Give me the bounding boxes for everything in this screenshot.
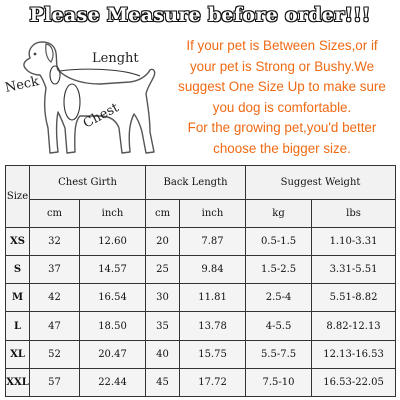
size-cell: S [6, 256, 30, 284]
chest-label: Chest [80, 100, 122, 132]
table-cell: 40 [146, 340, 180, 368]
table-cell: 22.44 [80, 368, 146, 396]
length-measure-line [60, 69, 140, 76]
size-cell: XL [6, 340, 30, 368]
unit-header: lbs [312, 200, 396, 228]
table-cell: 32 [30, 228, 80, 256]
unit-header: inch [180, 200, 246, 228]
table-cell: 18.50 [80, 312, 146, 340]
advice-line: your pet is Strong or Bushy.We [189, 58, 375, 74]
table-cell: 12.13-16.53 [312, 340, 396, 368]
length-label: Lenght [92, 51, 139, 66]
table-cell: 35 [146, 312, 180, 340]
unit-header: cm [146, 200, 180, 228]
size-column-header: Size [6, 166, 30, 228]
size-cell: XS [6, 228, 30, 256]
table-cell: 20.47 [80, 340, 146, 368]
sizing-advice [168, 36, 396, 159]
table-cell: 14.57 [80, 256, 146, 284]
table-row [6, 340, 396, 368]
table-cell: 3.31-5.51 [312, 256, 396, 284]
table-cell: 2.5-4 [246, 284, 312, 312]
unit-header: kg [246, 200, 312, 228]
table-cell: 16.53-22.05 [312, 368, 396, 396]
dog-measure-diagram [0, 28, 175, 163]
table-cell: 0.5-1.5 [246, 228, 312, 256]
table-row [6, 284, 396, 312]
table-cell: 17.72 [180, 368, 246, 396]
table-row [6, 256, 396, 284]
table-row [6, 368, 396, 396]
table-cell: 12.60 [80, 228, 146, 256]
table-cell: 1.5-2.5 [246, 256, 312, 284]
table-cell: 25 [146, 256, 180, 284]
table-row [6, 228, 396, 256]
table-cell: 52 [30, 340, 80, 368]
unit-header: cm [30, 200, 80, 228]
size-cell: M [6, 284, 30, 312]
advice-line: you dog is comfortable. [212, 99, 352, 115]
advice-line: For the growing pet,you'd better [187, 120, 377, 135]
unit-header: inch [80, 200, 146, 228]
size-cell: L [6, 312, 30, 340]
table-cell: 5.5-7.5 [246, 340, 312, 368]
table-row [6, 312, 396, 340]
table-cell: 47 [30, 312, 80, 340]
neck-label: Neck [3, 74, 41, 96]
table-cell: 7.5-10 [246, 368, 312, 396]
dog-eye [34, 53, 37, 56]
page-title: Please Measure before order!!! [29, 4, 371, 26]
table-cell: 37 [30, 256, 80, 284]
table-cell: 1.10-3.31 [312, 228, 396, 256]
table-cell: 42 [30, 284, 80, 312]
table-cell: 16.54 [80, 284, 146, 312]
table-cell: 20 [146, 228, 180, 256]
back-length-header: Back Length [146, 166, 246, 200]
table-cell: 57 [30, 368, 80, 396]
table-cell: 7.87 [180, 228, 246, 256]
suggest-weight-header: Suggest Weight [246, 166, 396, 200]
size-chart-table [5, 165, 396, 397]
table-cell: 11.81 [180, 284, 246, 312]
table-cell: 9.84 [180, 256, 246, 284]
size-cell: XXL [6, 368, 30, 396]
table-cell: 4-5.5 [246, 312, 312, 340]
table-cell: 8.82-12.13 [312, 312, 396, 340]
chest-girth-header: Chest Girth [30, 166, 146, 200]
table-cell: 15.75 [180, 340, 246, 368]
table-cell: 45 [146, 368, 180, 396]
advice-line: suggest One Size Up to make sure [178, 79, 386, 94]
advice-line: choose the bigger size. [213, 140, 351, 156]
table-cell: 13.78 [180, 312, 246, 340]
table-cell: 30 [146, 284, 180, 312]
advice-line: If your pet is Between Sizes,or if [186, 38, 378, 53]
table-cell: 5.51-8.82 [312, 284, 396, 312]
